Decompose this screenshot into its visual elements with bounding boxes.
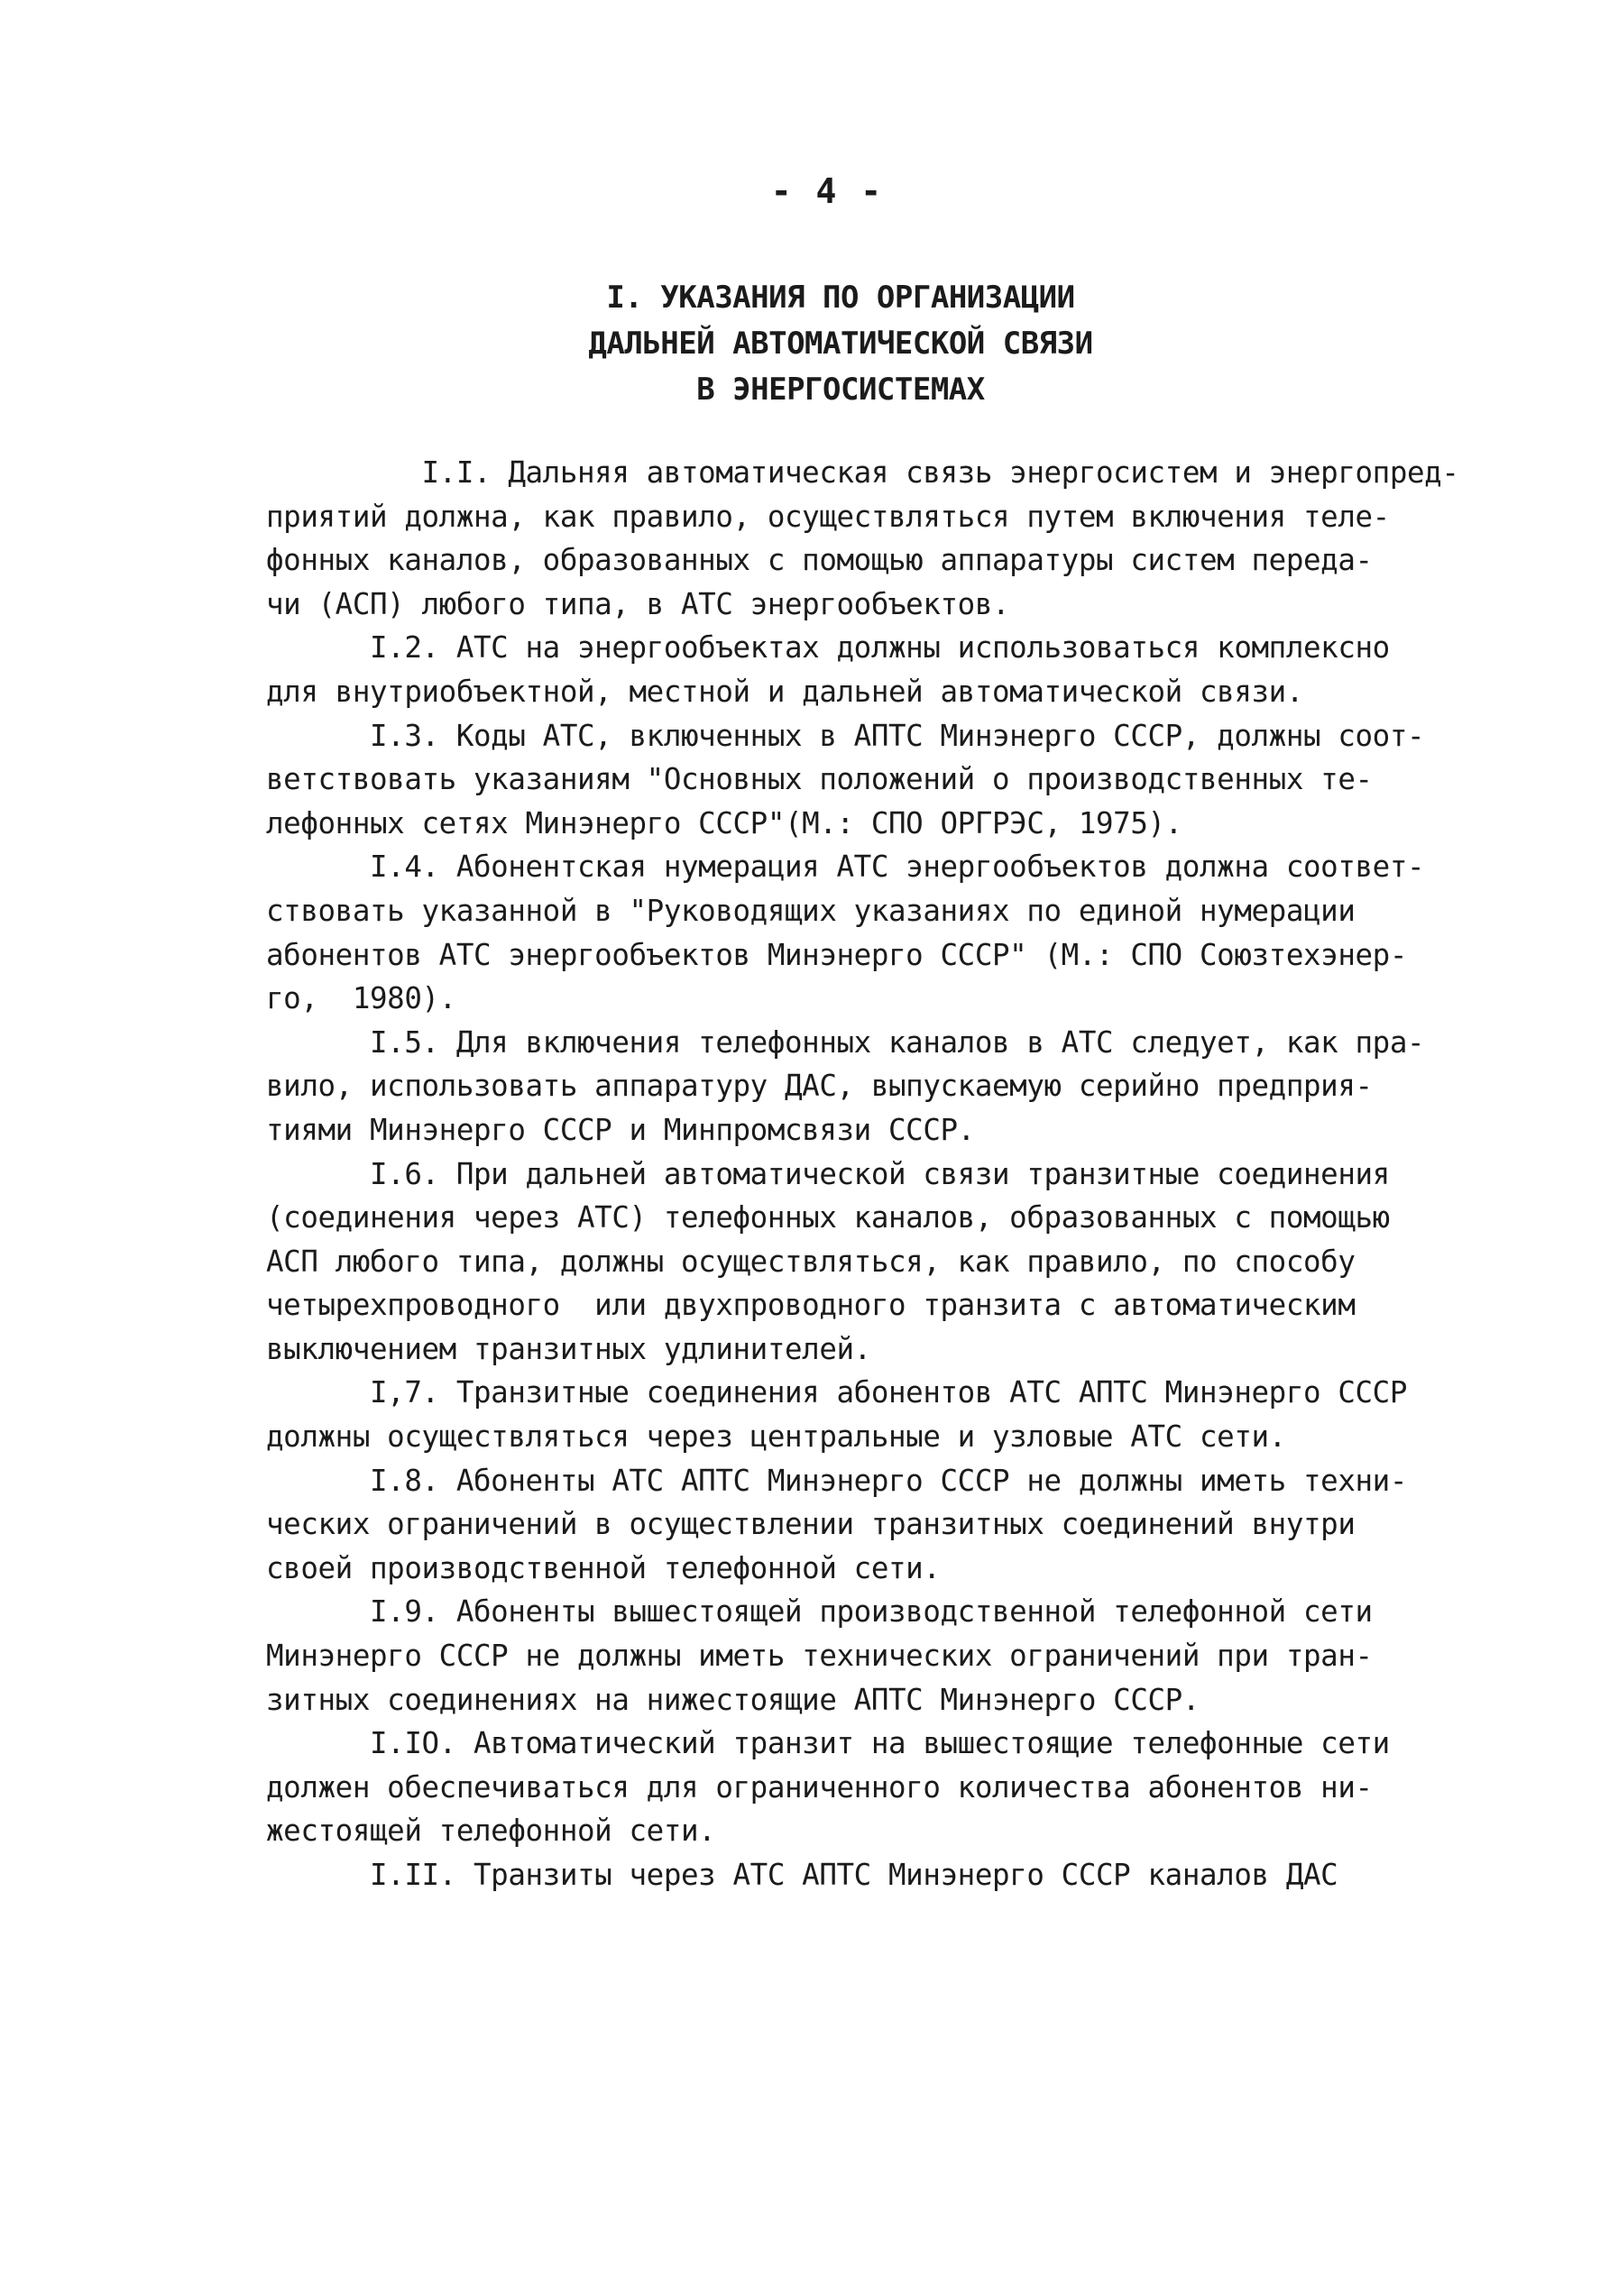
text-line: ветствовать указаниям "Основных положений о производственных те- xyxy=(266,762,1373,797)
section-heading xyxy=(0,275,1600,413)
text-line: зитных соединениях на нижестоящие АПТС Минэнерго СССР. xyxy=(266,1682,1200,1717)
body-text xyxy=(266,451,1466,1897)
text-line: своей производственной телефонной сети. xyxy=(266,1550,941,1585)
text-line: лефонных сетях Минэнерго СССР"(М.: СПО ОРГРЭС, 1975). xyxy=(266,805,1182,840)
page-number: - 4 - xyxy=(770,171,884,211)
text-line: ствовать указанной в "Руководящих указаниях по единой нумерации xyxy=(266,893,1356,928)
text-line: должен обеспечиваться для ограниченного количества абонентов ни- xyxy=(266,1769,1373,1805)
text-line: I.IO. Автоматический транзит на вышестоящие телефонные сети xyxy=(266,1726,1390,1761)
text-line: I,7. Транзитные соединения абонентов АТС АПТС Минэнерго СССР xyxy=(266,1375,1407,1410)
text-line: выключением транзитных удлинителей. xyxy=(266,1331,871,1366)
text-line: (соединения через АТС) телефонных каналов, образованных с помощью xyxy=(266,1200,1390,1235)
text-line: I.8. Абоненты АТС АПТС Минэнерго СССР не должны иметь техни- xyxy=(266,1463,1407,1498)
text-line: АСП любого типа, должны осуществляться, как правило, по способу xyxy=(266,1244,1356,1279)
text-line: I.II. Транзиты через АТС АПТС Минэнерго СССР каналов ДАС xyxy=(266,1858,1338,1892)
text-line: четырехпроводного или двухпроводного транзита с автоматическим xyxy=(266,1288,1356,1323)
text-line: вило, использовать аппаратуру ДАС, выпускаемую серийно предприя- xyxy=(266,1069,1373,1104)
text-line: I.4. Абонентская нумерация АТС энергообъектов должна соответ- xyxy=(266,850,1425,885)
text-line: I.5. Для включения телефонных каналов в АТС следует, как пра- xyxy=(266,1024,1425,1060)
heading-line: ДАЛЬНЕЙ АВТОМАТИЧЕСКОЙ СВЯЗИ xyxy=(588,326,1093,362)
text-line: ческих ограничений в осуществлении транзитных соединений внутри xyxy=(266,1507,1356,1542)
text-line: жестоящей телефонной сети. xyxy=(266,1814,716,1849)
text-line: чи (АСП) любого типа, в АТС энергообъектов. xyxy=(266,586,1010,621)
heading-line: I. УКАЗАНИЯ ПО ОРГАНИЗАЦИИ xyxy=(606,280,1075,316)
heading-line: В ЭНЕРГОСИСТЕМАХ xyxy=(696,372,985,408)
text-line: Минэнерго СССР не должны иметь технических ограничений при тран- xyxy=(266,1639,1373,1674)
text-line: фонных каналов, образованных с помощью аппаратуры систем переда- xyxy=(266,543,1373,578)
text-line: I.6. При дальней автоматической связи транзитные соединения xyxy=(266,1156,1390,1191)
text-line: I.2. АТС на энергообъектах должны использоваться комплексно xyxy=(266,630,1390,666)
text-line: тиями Минэнерго СССР и Минпромсвязи СССР. xyxy=(266,1112,975,1147)
text-line: приятий должна, как правило, осуществляться путем включения теле- xyxy=(266,499,1390,534)
text-line: I.9. Абоненты вышестоящей производственной телефонной сети xyxy=(266,1594,1373,1630)
text-line: для внутриобъектной, местной и дальней автоматической связи. xyxy=(266,674,1303,709)
text-line: должны осуществляться через центральные и узловые АТС сети. xyxy=(266,1419,1286,1455)
text-line: абонентов АТС энергообъектов Минэнерго СССР" (М.: СПО Союзтехэнер- xyxy=(266,937,1407,972)
text-line: I.I. Дальняя автоматическая связь энергосистем и энергопред- xyxy=(266,455,1459,490)
text-line: го, 1980). xyxy=(266,981,456,1016)
text-line: I.3. Коды АТС, включенных в АПТС Минэнерго СССР, должны соот- xyxy=(266,718,1425,753)
